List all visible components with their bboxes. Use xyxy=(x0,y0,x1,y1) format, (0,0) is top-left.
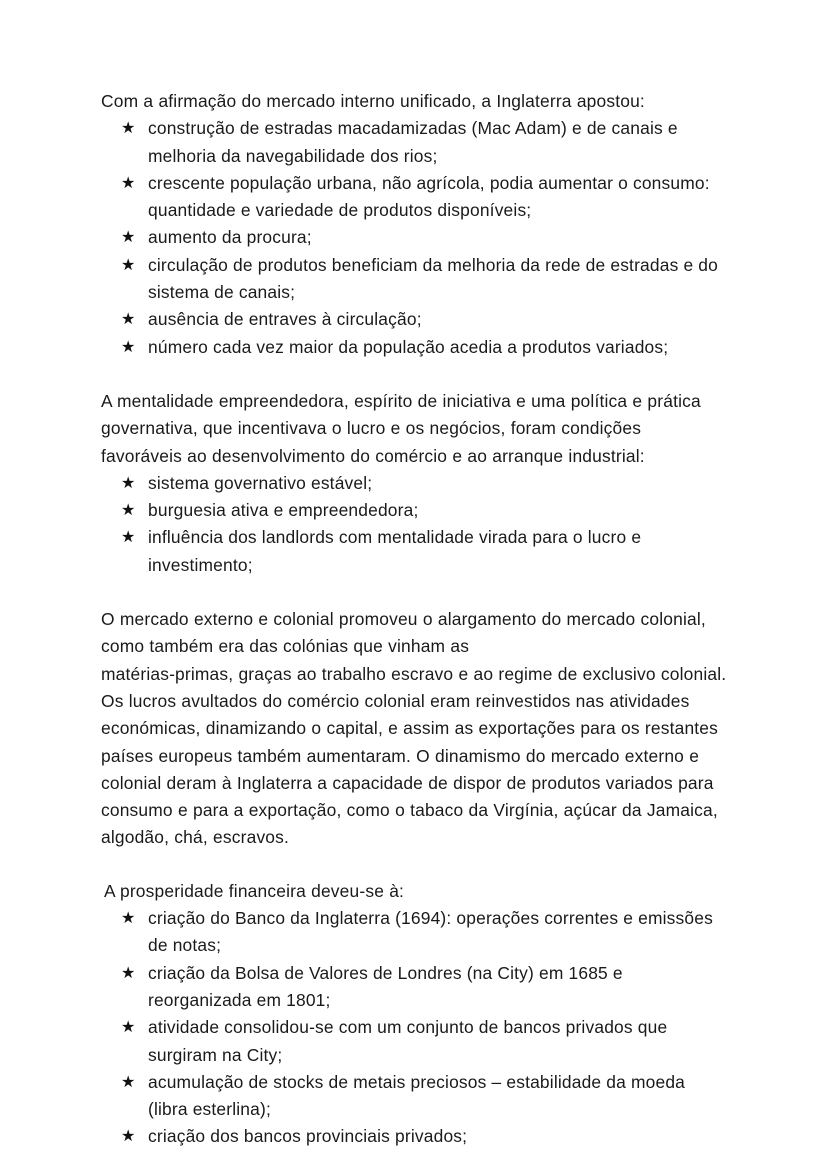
list-item xyxy=(101,1123,727,1150)
list-item xyxy=(101,497,727,524)
star-bullet-icon: ★ xyxy=(121,502,136,520)
list-item xyxy=(101,524,727,579)
list-item-label: ausência de entraves à circulação; xyxy=(148,309,422,330)
star-bullet-icon: ★ xyxy=(121,1073,136,1091)
list-item xyxy=(101,1069,727,1124)
star-bullet-icon: ★ xyxy=(121,529,136,547)
bullet-list-prosperidade xyxy=(101,905,727,1151)
list-item xyxy=(101,252,727,307)
star-bullet-icon: ★ xyxy=(121,256,136,274)
paragraph-line-two: matérias-primas, graças ao trabalho escravo e ao regime de exclusivo colonial. Os lucros avultados do comércio colonial eram reinvestidos nas atividades económicas, dinamizando o capital, e assim as exportações para os restantes países europeus também aumentaram. O dinamismo do mercado externo e colonial deram à Inglaterra a capacidade de dispor de produtos variados para consumo e para a exportação, como o tabaco da Virgínia, açúcar da Jamaica, algodão, chá, escravos. xyxy=(101,663,727,848)
star-bullet-icon: ★ xyxy=(121,910,136,928)
list-item xyxy=(101,470,727,497)
list-item xyxy=(101,115,727,170)
star-bullet-icon: ★ xyxy=(121,1128,136,1146)
list-item xyxy=(101,306,727,333)
star-bullet-icon: ★ xyxy=(121,964,136,982)
list-item xyxy=(101,224,727,251)
list-item-label: criação da Bolsa de Valores de Londres (na City) em 1685 e reorganizada em 1801; xyxy=(148,962,623,1010)
star-bullet-icon: ★ xyxy=(121,174,136,192)
list-item-label: atividade consolidou-se com um conjunto de bancos privados que surgiram na City; xyxy=(148,1017,668,1065)
list-item-label: construção de estradas macadamizadas (Mac Adam) e de canais e melhoria da navegabilidade dos rios; xyxy=(148,118,678,166)
section-intro-paragraph: A prosperidade financeira deveu-se à: xyxy=(104,880,405,901)
section-spacer xyxy=(101,579,727,606)
section-intro-paragraph: A mentalidade empreendedora, espírito de iniciativa e uma política e prática governativa, que incentivava o lucro e os negócios, foram condições favoráveis ao desenvolvimento do comércio e ao arranque industrial: xyxy=(101,390,701,466)
list-item-label: criação do Banco da Inglaterra (1694): operações correntes e emissões de notas; xyxy=(148,908,713,956)
star-bullet-icon: ★ xyxy=(121,338,136,356)
section-spacer xyxy=(101,361,727,388)
section-mercado-interno xyxy=(101,88,727,361)
section-prosperidade-financeira xyxy=(101,878,727,1151)
list-item-label: número cada vez maior da população acedia a produtos variados; xyxy=(148,336,669,357)
list-item xyxy=(101,1014,727,1069)
list-item xyxy=(101,960,727,1015)
list-item xyxy=(101,905,727,960)
bullet-list-mentalidade xyxy=(101,470,727,579)
section-mentalidade-empreendedora xyxy=(101,388,727,579)
list-item-label: influência dos landlords com mentalidade virada para o lucro e investimento; xyxy=(148,527,642,575)
star-bullet-icon: ★ xyxy=(121,120,136,138)
bullet-list-mercado-interno xyxy=(101,115,727,361)
list-item-label: burguesia ativa e empreendedora; xyxy=(148,500,419,521)
paragraph-line-one: O mercado externo e colonial promoveu o alargamento do mercado colonial, como também era das colónias que vinham as xyxy=(101,609,706,657)
list-item-label: circulação de produtos beneficiam da melhoria da rede de estradas e do sistema de canais; xyxy=(148,254,718,303)
star-bullet-icon: ★ xyxy=(121,311,136,329)
list-item-label: acumulação de stocks de metais preciosos – estabilidade da moeda (libra esterlina); xyxy=(148,1071,686,1120)
list-item-label: criação dos bancos provinciais privados; xyxy=(148,1126,468,1147)
section-intro-paragraph: Com a afirmação do mercado interno unificado, a Inglaterra apostou: xyxy=(101,91,645,111)
document-body xyxy=(101,88,727,1151)
star-bullet-icon: ★ xyxy=(121,229,136,247)
list-item xyxy=(101,334,727,361)
section-spacer xyxy=(101,852,727,878)
list-item xyxy=(101,170,727,225)
star-bullet-icon: ★ xyxy=(121,474,136,492)
list-item-label: crescente população urbana, não agrícola, podia aumentar o consumo: quantidade e variedade de produtos disponíveis; xyxy=(148,172,710,221)
star-bullet-icon: ★ xyxy=(121,1019,136,1037)
list-item-label: sistema governativo estável; xyxy=(148,472,373,493)
section-mercado-externo-colonial xyxy=(101,606,727,852)
list-item-label: aumento da procura; xyxy=(148,227,312,248)
